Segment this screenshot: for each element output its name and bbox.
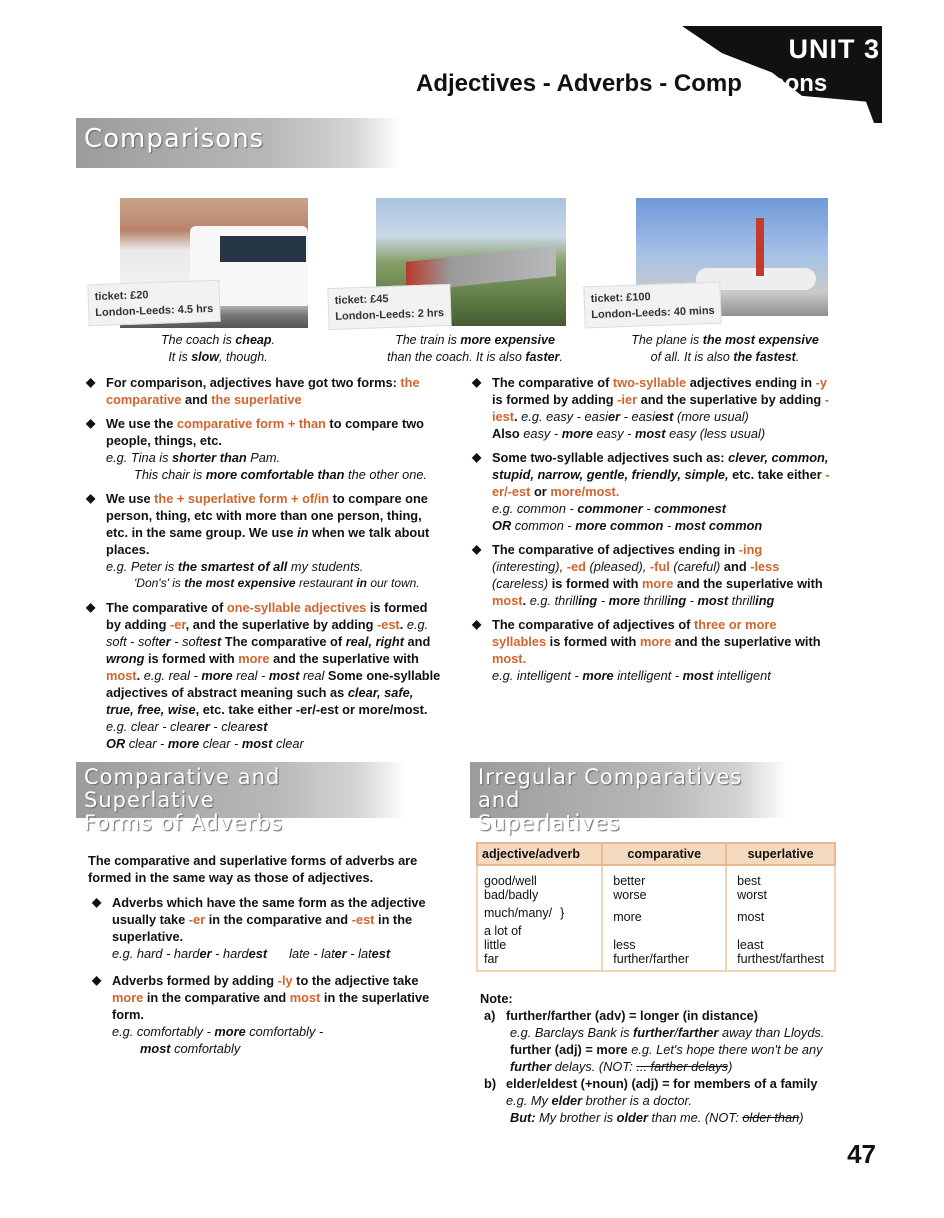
table-row: little less least [477,938,835,952]
section-banner-adverbs [76,762,406,835]
irregular-table-box [476,842,836,972]
page-title-part: Adjectives - Adverbs - Comp [416,70,742,97]
page-title-part: arisons [741,70,828,97]
rule-ing-ed-ful-less: ◆ The comparative of adjectives ending in -ing (interesting), -ed (pleased), -ful (careful) and -less (careless) is formed with more and the superlative with most. e.g. thrilling - more thrilling - most thrilling [472,541,830,609]
ticket-price: ticket: £45 [334,293,389,307]
adverbs-intro: The comparative and superlative forms of adverbs are formed in the same way as those of adjectives. [88,853,418,885]
ticket-plane [583,282,722,329]
note-b: b) elder/eldest (+noun) (adj) = for members of a family e.g. My elder brother is a doctor. But: My brother is older than me. (NOT: older than) [484,1076,818,1125]
ticket-price: ticket: £20 [94,289,149,304]
section-title: Irregular Comparatives and [478,765,743,812]
table-row: good/well better best [477,865,835,888]
table-row: much/many/ } more most [477,902,835,924]
coach-windows [220,236,306,262]
right-column [472,374,830,691]
note-label: Note: [480,991,513,1006]
rule-adverbs-er-est: ◆ Adverbs which have the same form as the adjective usually take -er in the comparative and -est in the superlative. e.g. hard - harder - hardest late - later - latest [92,894,432,962]
rule-three-syllables: ◆ The comparative of adjectives of three or more syllables is formed with more and the superlative with most. e.g. intelligent - more intelligent - most intelligent [472,616,830,684]
rule-comparative-than: ◆ We use the comparative form + than to compare two people, things, etc. e.g. Tina is shorter than Pam. This chair is more comfortable than the other one. [86,415,441,483]
table-header: superlative [726,843,835,865]
note-a: a) further/farther (adv) = longer (in distance) e.g. Barclays Bank is further/farther away than Lloyds. further (adj) = more e.g. Let's hope there won't be any further delays. (NOT: ... farther delays) [484,1008,825,1074]
section-banner-irregular [470,762,788,835]
rule-two-syllable-either: ◆ Some two-syllable adjectives such as: clever, common, stupid, narrow, gentle, friendly, simple, etc. take either -er/-est or more/most. e.g. common - commoner - commonest OR common - more common - most common [472,449,830,534]
caption-train: The train is more expensive than the coach. It is also faster. [387,333,563,364]
left-column [86,374,441,759]
rule-one-syllable: ◆ The comparative of one-syllable adjectives is formed by adding -er, and the superlative by adding -est. e.g. soft - softer - softest The comparative of real, right and wrong is formed with more and the superlative with most. e.g. real - more real - most real Some one-syllable adjectives of abstract meaning such as clear, safe, true, free, wise, etc. take either -er/-est or more/most. e.g. clear - clearer - clearest OR clear - more clear - most clear [86,599,441,752]
page-number: 47 [847,1139,876,1169]
table-header: comparative [602,843,726,865]
note-section [480,990,836,1126]
table-header: adjective/adverb [477,843,602,865]
page-title [416,70,827,98]
section-banner-comparisons [76,118,400,168]
section-title: Comparative and Superlative [84,765,281,812]
table-row: bad/badly worse worst [477,888,835,902]
rule-two-forms: ◆ For comparison, adjectives have got two forms: the comparative and the superlative [86,374,441,408]
ticket-route: London-Leeds: 2 hrs [335,307,445,323]
section-title: Forms of Adverbs [84,811,284,835]
rule-superlative: ◆ We use the + superlative form + of/in to compare one person, thing, etc with more than one person, thing, etc. in the same group. We use in when we talk about places. e.g. Peter is the smartest of all my students. 'Don's' is the most expensive restaurant in our town. [86,490,441,592]
rule-two-syllable-y: ◆ The comparative of two-syllable adjectives ending in -y is formed by adding -ier and the superlative by adding -iest. e.g. easy - easier - easiest (more usual) Also easy - more easy - most easy (less usual) [472,374,830,442]
ticket-coach [87,280,220,327]
adverbs-section [88,852,432,1064]
section-title: Comparisons [84,124,265,154]
plane-tail [756,218,764,276]
ticket-route: London-Leeds: 4.5 hrs [95,302,214,320]
table-row: far further/farther furthest/farthest [477,952,835,971]
table-row: a lot of [477,924,835,938]
unit-label: UNIT 3 [788,34,880,64]
rule-adverbs-ly: ◆ Adverbs formed by adding -ly to the adjective take more in the comparative and most in the superlative form. e.g. comfortably - more comfortably - most comfortably [92,972,432,1057]
caption-plane: The plane is the most expensive of all. It is also the fastest. [631,333,819,364]
ticket-price: ticket: £100 [590,291,651,306]
irregular-table [476,842,836,972]
section-title: Superlatives [478,811,621,835]
caption-coach: The coach is cheap. It is slow, though. [161,333,275,364]
ticket-train [327,284,451,330]
ticket-route: London-Leeds: 40 mins [591,304,715,322]
